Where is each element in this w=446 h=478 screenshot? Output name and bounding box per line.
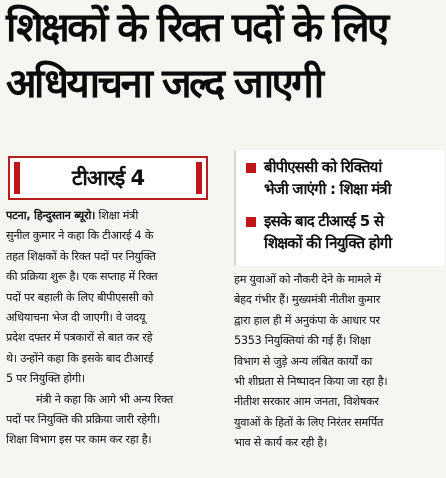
article-line: पदों पर नियुक्ति की प्रक्रिया जारी रहेगी। [6,412,160,426]
article-line: 5353 नियुक्तियां की गई हैं। शिक्षा [234,334,371,348]
highlight-line: भेजी जाएंगी : शिक्षा मंत्री [264,180,391,198]
article-line: द्वारा हाल ही में अनुकंपा के आधार पर [234,313,380,327]
tag-right-bar [196,162,202,194]
article-line: नीतीश सरकार आम जनता, विशेषकर [234,395,379,409]
article-line: थे। उन्होंने कहा कि इसके बाद टीआरई [6,351,154,365]
article-line: पदों पर बहाली के लिए बीपीएससी को [6,290,154,304]
article-column-right [234,270,444,454]
dateline: पटना, हिन्दुस्तान ब्यूरो। [6,209,96,222]
article-line: भाव से कार्य कर रही है। [234,436,328,450]
highlight-item [246,210,391,254]
article-line: भी शीघ्रता से निष्पादन किया जा रहा है। [234,374,388,388]
article-line: सुनील कुमार ने कहा कि टीआरई 4 के [6,229,154,243]
article-line: तहत शिक्षकों के रिक्त पदों पर नियुक्ति [6,249,156,263]
article-line: विभाग से जुड़े अन्य लंबित कार्यों का [234,354,373,368]
article-line: 5 पर नियुक्ति होगी। [6,372,85,386]
highlights-box [234,150,444,266]
bullet-square-icon [246,163,256,173]
article-line [6,206,228,226]
highlight-item [246,156,391,200]
section-tag-label: टीआरई 4 [71,166,145,190]
article-line: हम युवाओं को नौकरी देने के मामले में [234,273,381,286]
bullet-square-icon [246,217,256,227]
article-line: शिक्षा विभाग इस पर काम कर रहा है। [6,433,152,447]
highlight-line: शिक्षकों की नियुक्ति होगी [264,234,392,252]
article-line: प्रदेश दफ्तर में पत्रकारों से बात कर रहे [6,331,153,345]
article-line: अधियाचना भेज दी जाएगी। वे जदयू [6,310,146,324]
highlight-line: इसके बाद टीआरई 5 से [264,212,384,230]
tag-left-bar [14,162,20,194]
article-line: युवाओं के हितों के लिए निरंतर समर्पित [234,415,384,429]
article-line: बेहद गंभीर हैं। मुख्यमंत्री नीतीश कुमार [234,293,381,307]
article-text: शिक्षा मंत्री [95,209,138,222]
article-line: मंत्री ने कहा कि आगे भी अन्य रिक्त [36,392,173,406]
headline-line-2: अधियाचना जल्द जाएगी [6,61,322,107]
section-tag [8,156,208,200]
article-line: की प्रक्रिया शुरू है। एक सप्ताह में रिक्त [6,270,158,284]
article-column-left [6,206,228,451]
headline-line-1: शिक्षकों के रिक्त पदों के लिए [6,5,387,51]
highlight-line: बीपीएससी को रिक्तियां [264,158,382,176]
